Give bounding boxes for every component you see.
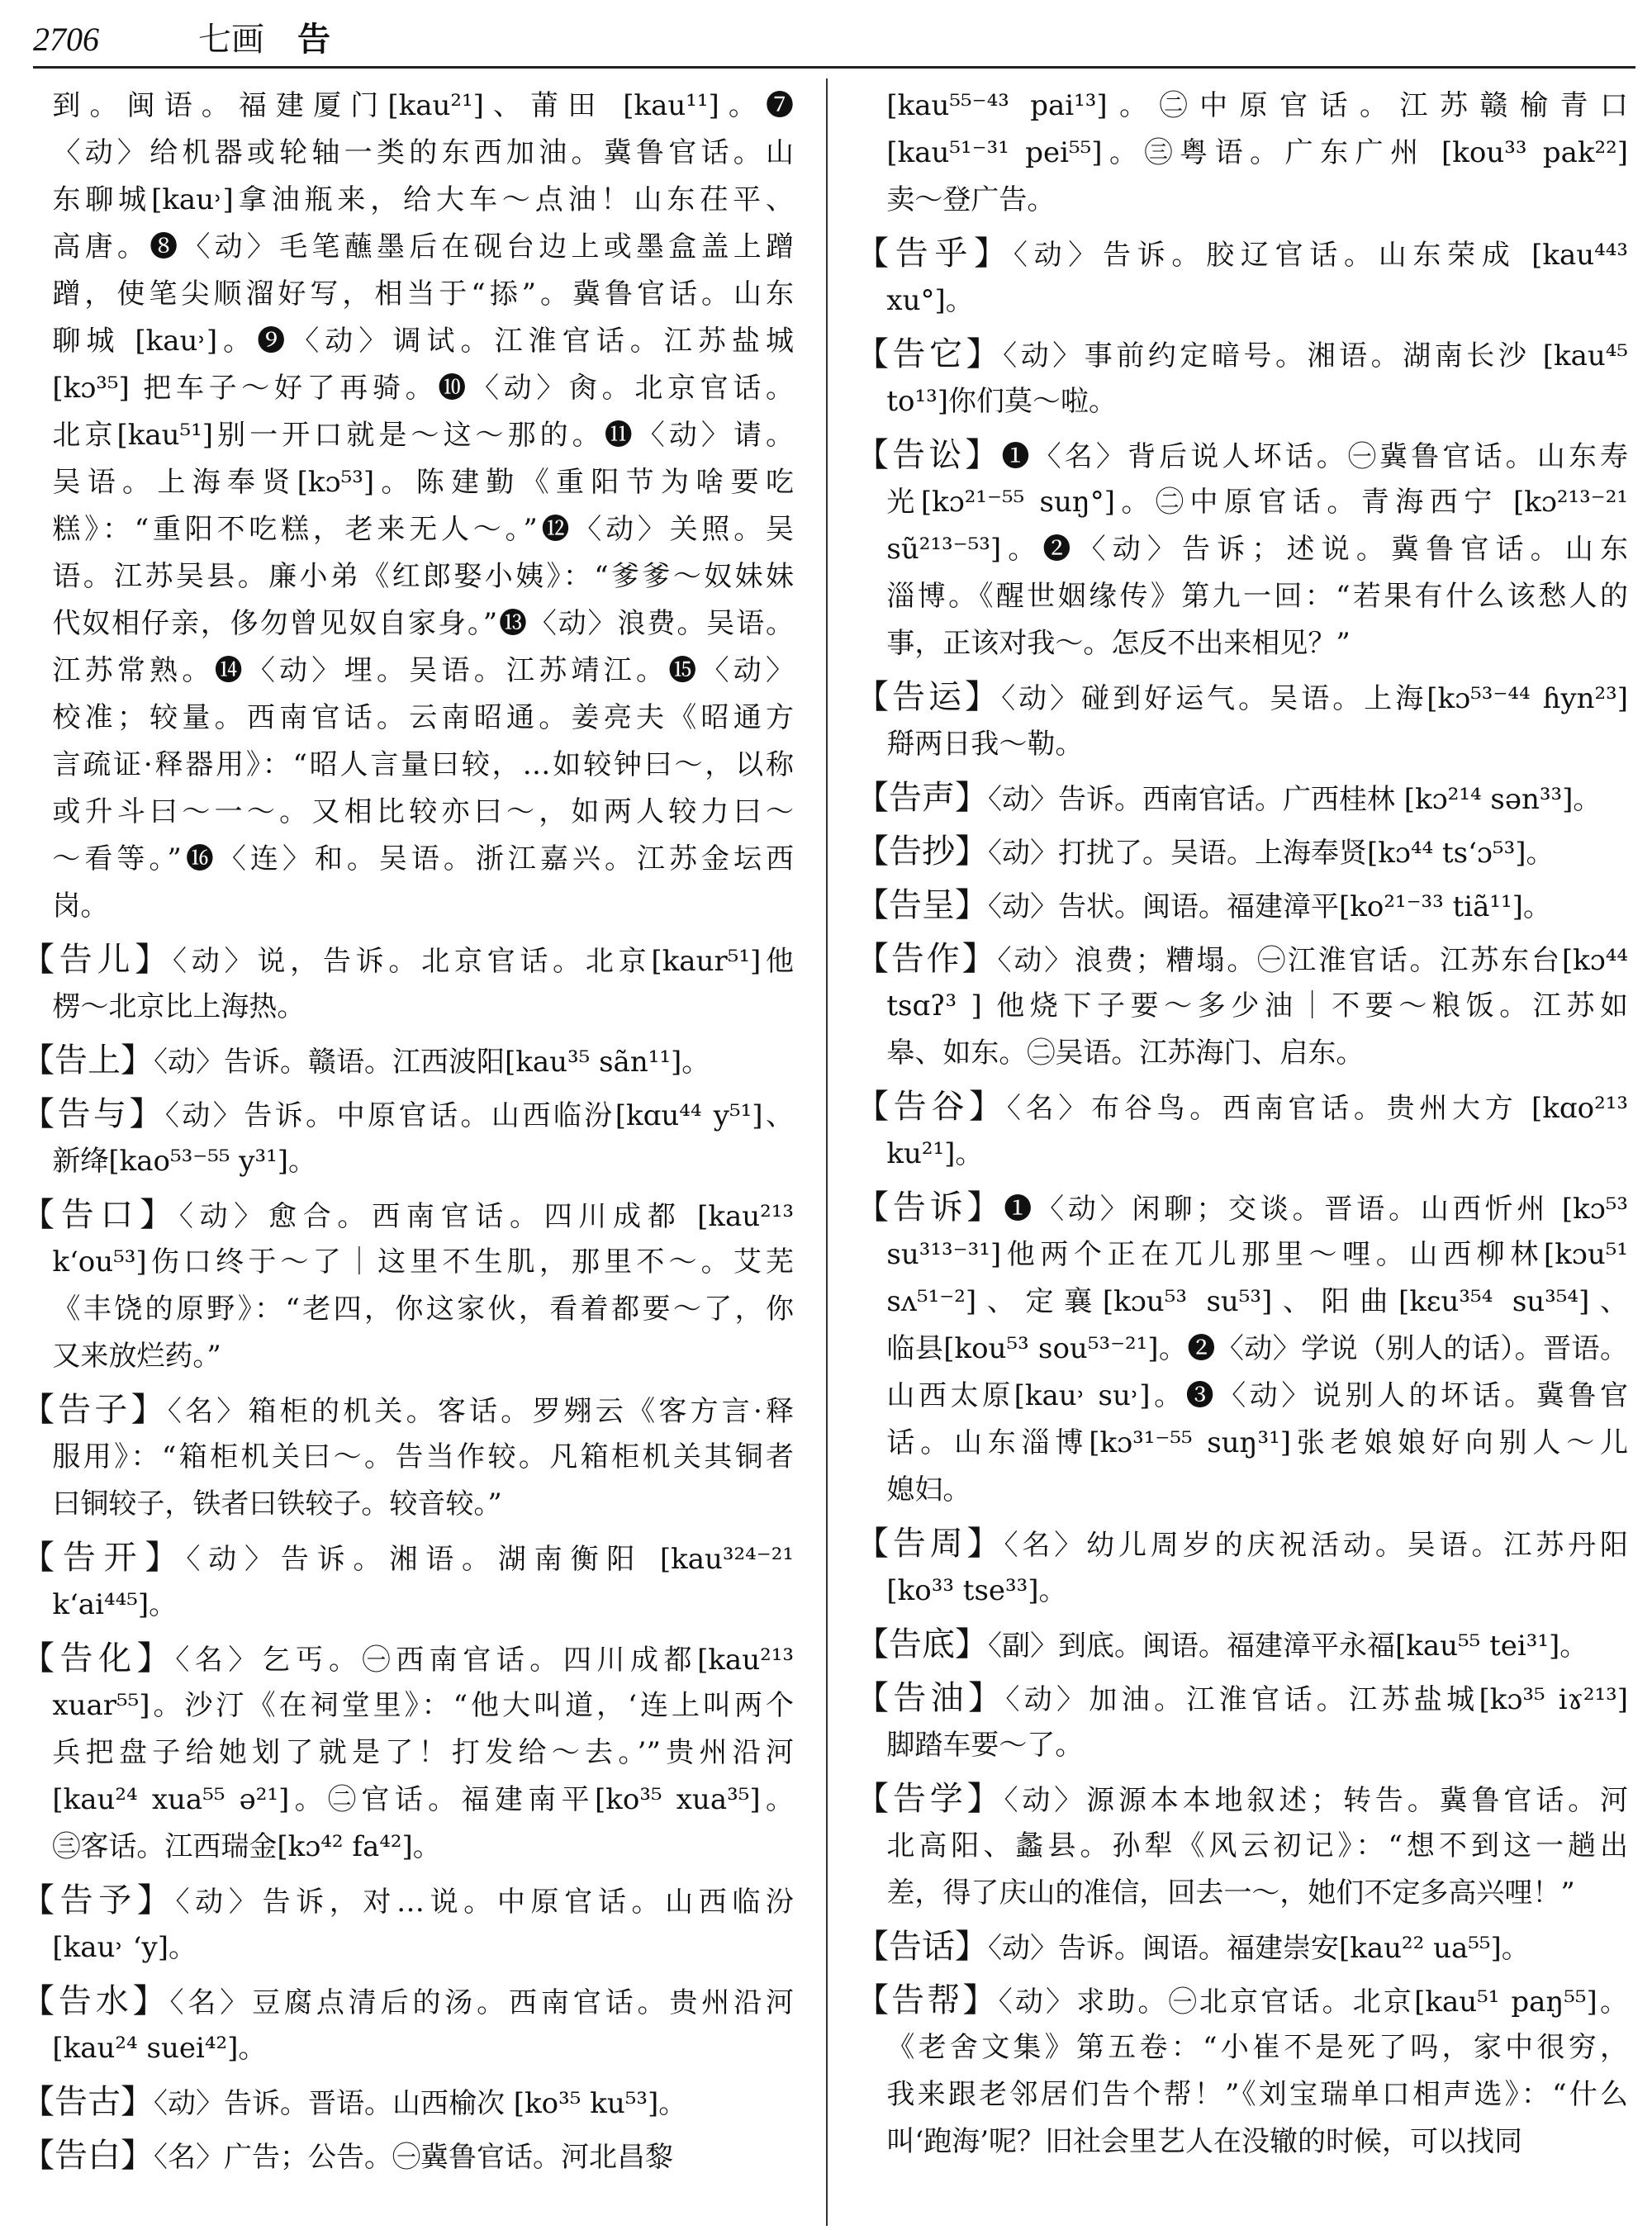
- line-text: ku²¹]。: [886, 1137, 984, 1170]
- dictionary-entry: [856, 1521, 1628, 1615]
- line-text: ❶〈动〉闲聊；交谈。晋语。山西忻州 [kɔ⁵³: [1004, 1193, 1628, 1226]
- entry-line: [856, 828, 1628, 875]
- entry-line: [856, 1776, 1628, 1823]
- entry-line: [856, 278, 1628, 325]
- entry-line: [856, 2024, 1628, 2071]
- line-text: 兵把盘子给她划了就是了！打发给～去。’”贵州沿河: [52, 1736, 794, 1769]
- entry-line: [856, 775, 1628, 822]
- line-text: 〈动〉浪费；糟塌。㊀江淮官话。江苏东台[kɔ⁴⁴: [997, 944, 1629, 977]
- line-text: 或升斗曰～一～。又相比较亦曰～，如两人较力曰～: [52, 795, 794, 828]
- entry-line: [21, 1924, 794, 1971]
- line-text: 皋、如东。㊁吴语。江苏海门、启东。: [886, 1037, 1365, 1070]
- line-text: 搿两日我～勒。: [886, 728, 1084, 761]
- section-label: 七画: [198, 21, 264, 59]
- line-text: 〈动〉告诉。西南官话。广西桂林 [kɔ²¹⁴ sən³³]。: [988, 783, 1602, 816]
- dictionary-entry: [856, 230, 1628, 325]
- headword: 【告话】: [856, 1928, 988, 1966]
- dictionary-entry: [21, 1091, 794, 1185]
- entry-line: [21, 2025, 794, 2072]
- line-text: 蹭，使笔尖顺溜好写，相当于“掭”。冀鲁官话。山东: [52, 278, 794, 311]
- entry-line: [21, 1877, 794, 1924]
- line-text: 〈名〉幼儿周岁的庆祝活动。吴语。江苏丹阳: [1004, 1529, 1629, 1562]
- line-text: [kɔ³⁵] 把车子～好了再骑。❿〈动〉肏。北京官话。: [52, 372, 794, 405]
- dictionary-entry: [21, 2079, 794, 2126]
- headword: 【告讼】: [856, 436, 1002, 474]
- entry-line: [856, 1326, 1628, 1373]
- headword: 【告油】: [856, 1679, 1006, 1717]
- dictionary-entry: [856, 1084, 1628, 1178]
- dictionary-entry: [856, 674, 1628, 768]
- headword: 【告子】: [21, 1391, 168, 1429]
- entry-line: [856, 573, 1628, 620]
- line-text: [kau²⁴ xua⁵⁵ ə²¹]。㊁官话。福建南平[ko³⁵ xua³⁵]。: [52, 1783, 794, 1816]
- entry-line: [856, 2118, 1628, 2166]
- line-text: 卖～登广告。: [886, 183, 1056, 216]
- headword: 【告周】: [856, 1525, 1004, 1563]
- entry-line: [21, 1582, 794, 1629]
- headword: 【告运】: [856, 678, 1002, 716]
- dictionary-entry: [856, 936, 1628, 1077]
- entry-continuation: [21, 83, 794, 930]
- line-text: 〈动〉告诉。晋语。山西榆次 [ko³⁵ ku⁵³]。: [154, 2087, 687, 2120]
- line-text: 我来跟老邻居们告个帮！”《刘宝瑞单口相声选》：“什么: [886, 2078, 1628, 2111]
- entry-line: [21, 1091, 794, 1138]
- entry-line: [856, 2071, 1628, 2118]
- entry-line: [856, 130, 1628, 177]
- entry-line: [856, 936, 1628, 983]
- entry-line: [856, 983, 1628, 1030]
- entry-line: [21, 984, 794, 1031]
- line-text: 新绛[kao⁵³⁻⁵⁵ y³¹]。: [52, 1145, 317, 1178]
- dictionary-entry: [856, 331, 1628, 425]
- line-text: [kau˒ ʻy]。: [52, 1931, 197, 1964]
- entry-line: [21, 937, 794, 984]
- entry-line: [21, 2079, 794, 2126]
- dictionary-entry: [21, 1635, 794, 1871]
- line-text: 〈名〉豆腐点清后的汤。西南官话。贵州沿河: [169, 1986, 795, 2019]
- entry-line: [856, 479, 1628, 526]
- entry-line: [856, 1184, 1628, 1231]
- line-text: 《丰饶的原野》：“老四，你这家伙，看着都要～了，你: [52, 1293, 794, 1326]
- dictionary-entry: [21, 1192, 794, 1380]
- line-text: 淄博。《醒世姻缘传》第九一回：“若果有什么该愁人的: [886, 580, 1628, 613]
- dictionary-entry: [856, 775, 1628, 822]
- entry-line: [21, 1037, 794, 1084]
- entry-line: [856, 1521, 1628, 1568]
- entry-line: [21, 695, 794, 742]
- headword: 【告白】: [21, 2137, 154, 2175]
- dictionary-entry: [21, 1535, 794, 1629]
- headword: 【告帮】: [856, 1981, 999, 2019]
- dictionary-entry: [856, 882, 1628, 929]
- dictionary-entry: [856, 1621, 1628, 1668]
- headword: 【告它】: [856, 335, 1004, 373]
- entry-line: [856, 1568, 1628, 1615]
- entry-line: [21, 883, 794, 930]
- line-text: 〈动〉源源本本地叙述；转告。冀鲁官话。河: [1004, 1784, 1629, 1817]
- line-text: 临县[kou⁵³ sou⁵³⁻²¹]。❷〈动〉学说（别人的话）。晋语。: [886, 1332, 1628, 1365]
- headword: 【告诉】: [856, 1189, 1004, 1226]
- line-text: [kau⁵⁵⁻⁴³ pai¹³]。㊁中原官话。江苏赣榆青口: [886, 89, 1628, 122]
- entry-line: [21, 1387, 794, 1434]
- headword: 【告儿】: [21, 941, 173, 979]
- line-text: 到。闽语。福建厦门[kau²¹]、莆田 [kau¹¹]。❼: [52, 89, 794, 122]
- line-text: 〈动〉告诉，对…说。中原官话。山西临汾: [175, 1886, 795, 1919]
- entry-line: [21, 177, 794, 224]
- entry-line: [856, 83, 1628, 130]
- line-text: 又来放烂药。”: [52, 1340, 221, 1373]
- entry-line: [21, 506, 794, 553]
- entry-line: [856, 1131, 1628, 1178]
- headword: 【告呈】: [856, 886, 988, 924]
- line-text: 话。山东淄博[kɔ³¹⁻⁵⁵ suŋ³¹]张老娘娘好向别人～儿: [886, 1426, 1628, 1459]
- line-text: 〈名〉乞丐。㊀西南官话。四川成都[kau²¹³: [175, 1644, 794, 1677]
- line-text: ㊂客话。江西瑞金[kɔ⁴² fa⁴²]。: [52, 1830, 441, 1863]
- entry-line: [21, 365, 794, 412]
- line-text: 〈动〉告诉。中原官话。山西临汾[kɑu⁴⁴ y⁵¹]、: [164, 1099, 795, 1132]
- entry-line: [856, 1084, 1628, 1131]
- line-text: 曰铜较子，铁者曰铁较子。较音较。”: [52, 1487, 502, 1521]
- entry-line: [21, 1286, 794, 1333]
- line-text: 〈动〉说，告诉。北京官话。北京[kaur⁵¹]他: [173, 945, 795, 978]
- line-text: 〈动〉告诉。赣语。江西波阳[kau³⁵ sãn¹¹]。: [154, 1046, 710, 1079]
- line-text: 媳妇。: [886, 1473, 971, 1506]
- line-text: sʌ⁵¹⁻²]、定襄[kɔu⁵³ su⁵³]、阳曲[kɛu³⁵⁴ su³⁵⁴]、: [886, 1285, 1628, 1318]
- headword: 【告作】: [856, 940, 998, 978]
- line-text: 脚踏车要～了。: [886, 1729, 1084, 1762]
- entry-line: [21, 412, 794, 459]
- entry-line: [21, 553, 794, 600]
- dictionary-entry: [856, 1184, 1628, 1514]
- headword: 【告乎】: [856, 235, 1014, 273]
- entry-line: [21, 318, 794, 365]
- headword: 【告水】: [21, 1982, 170, 2020]
- line-text: 〈动〉告诉。湘语。湖南衡阳 [kau³²⁴⁻²¹: [186, 1543, 795, 1576]
- line-text: 吴语。上海奉贤[kɔ⁵³]。陈建勤《重阳节为啥要吃: [52, 466, 794, 499]
- entry-line: [21, 1138, 794, 1185]
- line-text: 江苏常熟。⓮〈动〉埋。吴语。江苏靖江。⓯〈动〉: [52, 654, 794, 687]
- headword: 【告开】: [21, 1539, 187, 1577]
- line-text: 〈动〉告诉。闽语。福建崇安[kau²² ua⁵⁵]。: [988, 1932, 1530, 1965]
- header-rule: [33, 66, 1635, 69]
- line-text: 〈动〉愈合。西南官话。四川成都 [kau²¹³: [178, 1200, 795, 1233]
- entry-line: [21, 836, 794, 883]
- dictionary-entry: [856, 432, 1628, 667]
- entry-line: [856, 1870, 1628, 1917]
- line-text: 〈动〉打扰了。吴语。上海奉贤[kɔ⁴⁴ ts‘ɔ⁵³]。: [988, 837, 1555, 870]
- entry-line: [856, 721, 1628, 768]
- entry-line: [21, 600, 794, 648]
- column-divider: [826, 78, 828, 2226]
- line-text: 糕》：“重阳不吃糕，老来无人～。”⓬〈动〉关照。吴: [52, 513, 794, 546]
- entry-line: [856, 1420, 1628, 1467]
- line-text: 校准；较量。西南官话。云南昭通。姜亮夫《昭通方: [52, 701, 794, 734]
- line-text: 服用》：“箱柜机关曰～。告当作较。凡箱柜机关其铜者: [52, 1440, 794, 1473]
- entry-line: [856, 378, 1628, 425]
- entry-line: [21, 648, 794, 695]
- entry-line: [856, 331, 1628, 378]
- line-text: 〈动〉告状。闽语。福建漳平[ko²¹⁻³³ tiã¹¹]。: [988, 890, 1551, 923]
- entry-line: [21, 459, 794, 506]
- entry-line: [21, 83, 794, 130]
- entry-line: [856, 1467, 1628, 1514]
- entry-line: [856, 432, 1628, 479]
- headword: 【告与】: [21, 1095, 165, 1133]
- entry-line: [21, 1333, 794, 1380]
- headword: 【告口】: [21, 1196, 179, 1234]
- line-text: 代奴相仔亲，侈勿曾见奴自家身。”⓭〈动〉浪费。吴语。: [52, 607, 794, 640]
- line-text: [kau⁵¹⁻³¹ pei⁵⁵]。㊂粤语。广东广州 [kou³³ pak²²]: [886, 136, 1628, 169]
- entry-line: [856, 1977, 1628, 2024]
- line-text: k‘ai⁴⁴⁵]。: [52, 1588, 178, 1621]
- headword: 【告古】: [21, 2083, 154, 2121]
- entry-line: [21, 1535, 794, 1582]
- line-text: 《老舍文集》第五卷：“小崔不是死了吗，家中很穷，: [886, 2031, 1628, 2064]
- entry-line: [856, 620, 1628, 667]
- headword: 【告学】: [856, 1780, 1004, 1818]
- dictionary-entry: [856, 1924, 1628, 1971]
- line-text: 〈动〉给机器或轮轴一类的东西加油。冀鲁官话。山: [52, 136, 794, 169]
- headword: 【告予】: [21, 1881, 176, 1919]
- line-text: 〈名〉广告；公告。㊀冀鲁官话。河北昌黎: [154, 2141, 673, 2174]
- entry-line: [856, 1823, 1628, 1870]
- line-text: ～看等。”⓰〈连〉和。吴语。浙江嘉兴。江苏金坛西: [52, 842, 794, 875]
- entry-line: [21, 130, 794, 177]
- entry-line: [856, 1924, 1628, 1971]
- line-text: 〈动〉事前约定暗号。湘语。湖南长沙 [kau⁴⁵: [1003, 339, 1629, 372]
- entry-line: [856, 1722, 1628, 1769]
- line-text: 〈动〉碰到好运气。吴语。上海[kɔ⁵³⁻⁴⁴ ɦyn²³]: [1001, 682, 1628, 715]
- headword: 【告抄】: [856, 833, 988, 871]
- entry-line: [856, 1030, 1628, 1077]
- entry-line: [856, 674, 1628, 721]
- right-column: [856, 83, 1628, 2166]
- section-character: 告: [297, 20, 330, 59]
- line-text: 北高阳、蠡县。孙犁《风云初记》：“想不到这一趟出: [886, 1829, 1628, 1862]
- entry-line: [856, 1675, 1628, 1722]
- line-text: to¹³]你们莫～啦。: [886, 385, 1118, 418]
- line-text: 事，正该对我～。怎反不出来相见？”: [886, 627, 1351, 660]
- line-text: 〈名〉布谷鸟。西南官话。贵州大方 [kɑo²¹³: [1006, 1092, 1628, 1125]
- entry-line: [856, 177, 1628, 224]
- entry-line: [21, 742, 794, 789]
- dictionary-entry: [21, 1037, 794, 1084]
- line-text: 高唐。❽〈动〉毛笔蘸墨后在砚台边上或墨盒盖上蹭: [52, 230, 794, 263]
- line-text: 光[kɔ²¹⁻⁵⁵ suŋ°]。㊁中原官话。青海西宁 [kɔ²¹³⁻²¹: [886, 486, 1628, 519]
- entry-line: [21, 1824, 794, 1871]
- line-text: 差，得了庆山的准信，回去一～，她们不定多高兴哩！”: [886, 1877, 1575, 1910]
- entry-line: [21, 1682, 794, 1729]
- line-text: 〈副〉到底。闽语。福建漳平永福[kau⁵⁵ tei³¹]。: [988, 1630, 1588, 1663]
- line-text: 〈动〉求助。㊀北京官话。北京[kau⁵¹ paŋ⁵⁵]。: [998, 1986, 1628, 2019]
- entry-line: [856, 882, 1628, 929]
- line-text: [ko³³ tse³³]。: [886, 1574, 1067, 1607]
- entry-line: [856, 1621, 1628, 1668]
- line-text: 〈名〉箱柜的机关。客话。罗翙云《客方言·释: [167, 1395, 795, 1428]
- entry-line: [856, 526, 1628, 573]
- page-number: 2706: [33, 21, 99, 58]
- line-text: tsɑʔ³ ] 他烧下子要～多少油｜不要～粮饭。江苏如: [886, 989, 1628, 1022]
- dictionary-entry: [21, 1978, 794, 2072]
- dictionary-entry: [856, 1675, 1628, 1769]
- entry-line: [21, 1635, 794, 1682]
- line-text: 北京[kau⁵¹]别一开口就是～这～那的。⓫〈动〉请。: [52, 419, 794, 452]
- entry-line: [21, 2133, 794, 2180]
- headword: 【告化】: [21, 1639, 176, 1677]
- entry-line: [21, 1729, 794, 1777]
- headword: 【告底】: [856, 1625, 988, 1663]
- entry-line: [856, 230, 1628, 278]
- line-text: 山西太原[kau˒ su˒]。❸〈动〉说别人的坏话。冀鲁官: [886, 1379, 1628, 1412]
- headword: 【告上】: [21, 1041, 154, 1079]
- dictionary-entry: [21, 2133, 794, 2180]
- headword: 【告声】: [856, 779, 988, 817]
- entry-line: [21, 1978, 794, 2025]
- line-text: 岗。: [52, 890, 109, 923]
- dictionary-entry: [856, 1977, 1628, 2166]
- line-text: 叫‘跑海’呢？旧社会里艺人在没辙的时候，可以找同: [886, 2125, 1523, 2158]
- line-text: 聊城 [kau˒]。❾〈动〉调试。江淮官话。江苏盐城: [52, 325, 794, 358]
- line-text: 〈动〉加油。江淮官话。江苏盐城[kɔ³⁵ iɤ²¹³]: [1005, 1683, 1629, 1716]
- entry-line: [21, 271, 794, 318]
- entry-line: [21, 1239, 794, 1286]
- dictionary-entry: [21, 937, 794, 1031]
- headword: 【告谷】: [856, 1088, 1007, 1126]
- entry-continuation: [856, 83, 1628, 224]
- dictionary-entry: [21, 1877, 794, 1971]
- entry-line: [21, 1777, 794, 1824]
- line-text: su³¹³⁻³¹]他两个正在兀儿那里～哩。山西柳林[kɔu⁵¹: [886, 1238, 1628, 1271]
- line-text: 语。江苏吴县。廉小弟《红郎娶小姨》：“爹爹～奴妹妹: [52, 560, 794, 593]
- line-text: [kau²⁴ suei⁴²]。: [52, 2032, 267, 2065]
- entry-line: [856, 1231, 1628, 1279]
- left-column: [21, 83, 794, 2180]
- entry-line: [856, 1279, 1628, 1326]
- entry-line: [21, 224, 794, 271]
- dictionary-entry: [856, 1776, 1628, 1917]
- dictionary-entry: [856, 828, 1628, 875]
- entry-line: [856, 1373, 1628, 1420]
- entry-line: [21, 789, 794, 836]
- line-text: xuar⁵⁵]。沙汀《在祠堂里》：“他大叫道，‘连上叫两个: [52, 1689, 794, 1722]
- entry-line: [21, 1434, 794, 1481]
- entry-line: [21, 1481, 794, 1528]
- line-text: 言疏证·释器用》：“昭人言量曰较，…如较钟曰～，以称: [52, 748, 794, 781]
- entry-line: [21, 1192, 794, 1239]
- line-text: xu°]。: [886, 284, 974, 317]
- line-text: 〈动〉告诉。胶辽官话。山东荣成 [kau⁴⁴³: [1013, 239, 1629, 272]
- line-text: 东聊城[kau˒]拿油瓶来，给大车～点油！山东茌平、: [52, 183, 794, 216]
- dictionary-entry: [21, 1387, 794, 1528]
- line-text: sũ²¹³⁻⁵³]。❷〈动〉告诉；述说。冀鲁官话。山东: [886, 533, 1628, 566]
- line-text: ❶〈名〉背后说人坏话。㊀冀鲁官话。山东寿: [1001, 440, 1629, 473]
- line-text: 楞～北京比上海热。: [52, 990, 306, 1023]
- line-text: k‘ou⁵³]伤口终于～了｜这里不生肌，那里不～。艾芜: [52, 1245, 794, 1279]
